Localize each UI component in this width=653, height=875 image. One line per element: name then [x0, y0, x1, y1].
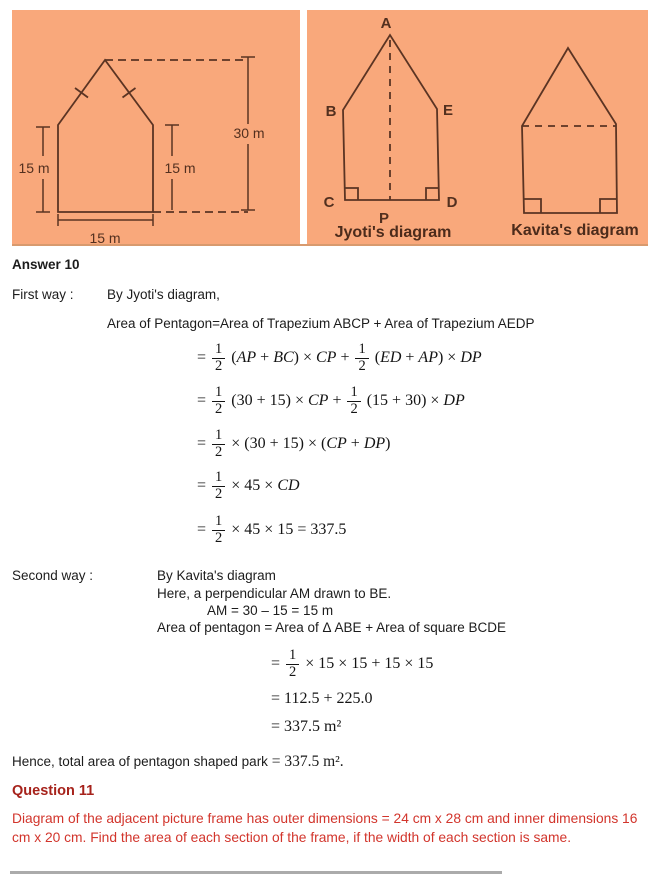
equals-sign: =	[271, 690, 281, 707]
equals-sign: =	[197, 435, 207, 453]
jyoti-diagram-caption: Jyoti's diagram	[334, 224, 452, 241]
formula-line-3	[197, 428, 390, 460]
math-expression: × (30 + 15) × (CP + DP)	[231, 435, 391, 453]
kavita-diagram-caption: Kavita's diagram	[511, 222, 639, 239]
pentagon-diagrams-svg	[12, 10, 648, 244]
fraction: $\frac{1}{2}$	[347, 385, 360, 417]
math-expression: × 45 × CD	[231, 477, 300, 495]
math-expression: (AP + BC) × CP +	[231, 349, 350, 367]
math-expression: × 15 × 15 + 15 × 15	[305, 655, 434, 673]
conclusion-line	[12, 754, 344, 769]
jyoti-pentagon-diagram	[343, 35, 439, 200]
fraction: $\frac{1}{2}$	[355, 342, 368, 374]
first-way-intro: By Jyoti's diagram,	[107, 287, 220, 302]
fraction: $\frac{1}{2}$	[212, 342, 225, 374]
equals-sign: =	[271, 718, 281, 735]
vertex-label-c: C	[323, 194, 335, 211]
inner-dimension-label: 15 m	[164, 160, 196, 176]
first-way-label: First way :	[12, 287, 74, 302]
vertex-label-b: B	[325, 103, 337, 120]
formula-line-2	[197, 385, 465, 417]
vertex-label-p: P	[378, 210, 390, 227]
math-expression: (30 + 15) × CP +	[231, 392, 342, 410]
math-expression: (15 + 30) × DP	[366, 392, 465, 410]
math-expression: × 45 × 15 = 337.5	[231, 521, 347, 539]
equals-sign: =	[197, 521, 207, 539]
second-way-line-3: AM = 30 – 15 = 15 m	[207, 603, 334, 618]
formula-line-7	[271, 690, 372, 708]
left-pentagon-diagram	[58, 60, 248, 212]
left-diagram-measure-lines	[36, 57, 255, 226]
fraction: $\frac{1}{2}$	[212, 428, 225, 460]
second-way-line-1: By Kavita's diagram	[157, 568, 276, 583]
next-image-edge	[10, 871, 502, 874]
equals-sign: =	[197, 477, 207, 495]
equals-sign: =	[271, 655, 281, 673]
kavita-pentagon-diagram	[522, 48, 617, 213]
formula-line-8	[271, 718, 341, 736]
equals-sign: =	[197, 392, 207, 410]
scan-gap-divider	[300, 10, 307, 244]
second-way-label: Second way :	[12, 568, 94, 583]
formula-line-1	[197, 342, 482, 374]
fraction: $\frac{1}{2}$	[286, 648, 299, 680]
answer-heading: Answer 10	[12, 257, 80, 272]
formula-line-5	[197, 514, 346, 546]
height-dimension-label: 30 m	[233, 125, 265, 141]
area-equation-text: Area of Pentagon=Area of Trapezium ABCP + Area of Trapezium AEDP	[107, 316, 535, 331]
fraction: $\frac{1}{2}$	[212, 470, 225, 502]
math-expression: (ED + AP) × DP	[374, 349, 482, 367]
second-way-line-4: Area of pentagon = Area of Δ ABE + Area of square BCDE	[157, 620, 506, 635]
math-expression: 337.5 m²	[284, 718, 342, 735]
vertex-label-a: A	[380, 15, 392, 32]
second-way-line-2: Here, a perpendicular AM drawn to BE.	[157, 586, 392, 601]
vertex-label-d: D	[446, 194, 458, 211]
fraction: $\frac{1}{2}$	[212, 514, 225, 546]
vertex-label-e: E	[442, 102, 454, 119]
formula-line-4	[197, 470, 300, 502]
left-side-dimension-label: 15 m	[18, 160, 50, 176]
fraction: $\frac{1}{2}$	[212, 385, 225, 417]
formula-line-6	[271, 648, 433, 680]
pentagon-figure-image	[12, 10, 648, 246]
question-body: Diagram of the adjacent picture frame has outer dimensions = 24 cm x 28 cm and inner dimensions 16 cm x 20 cm. Find the area of each section of the frame, if the width of each section is same.	[12, 811, 638, 845]
base-dimension-label: 15 m	[89, 230, 121, 244]
math-expression: 112.5 + 225.0	[284, 690, 373, 707]
conclusion-math: = 337.5 m².	[271, 753, 344, 770]
equals-sign: =	[197, 349, 207, 367]
question-heading: Question 11	[12, 783, 95, 799]
conclusion-text: Hence, total area of pentagon shaped park	[12, 754, 268, 769]
